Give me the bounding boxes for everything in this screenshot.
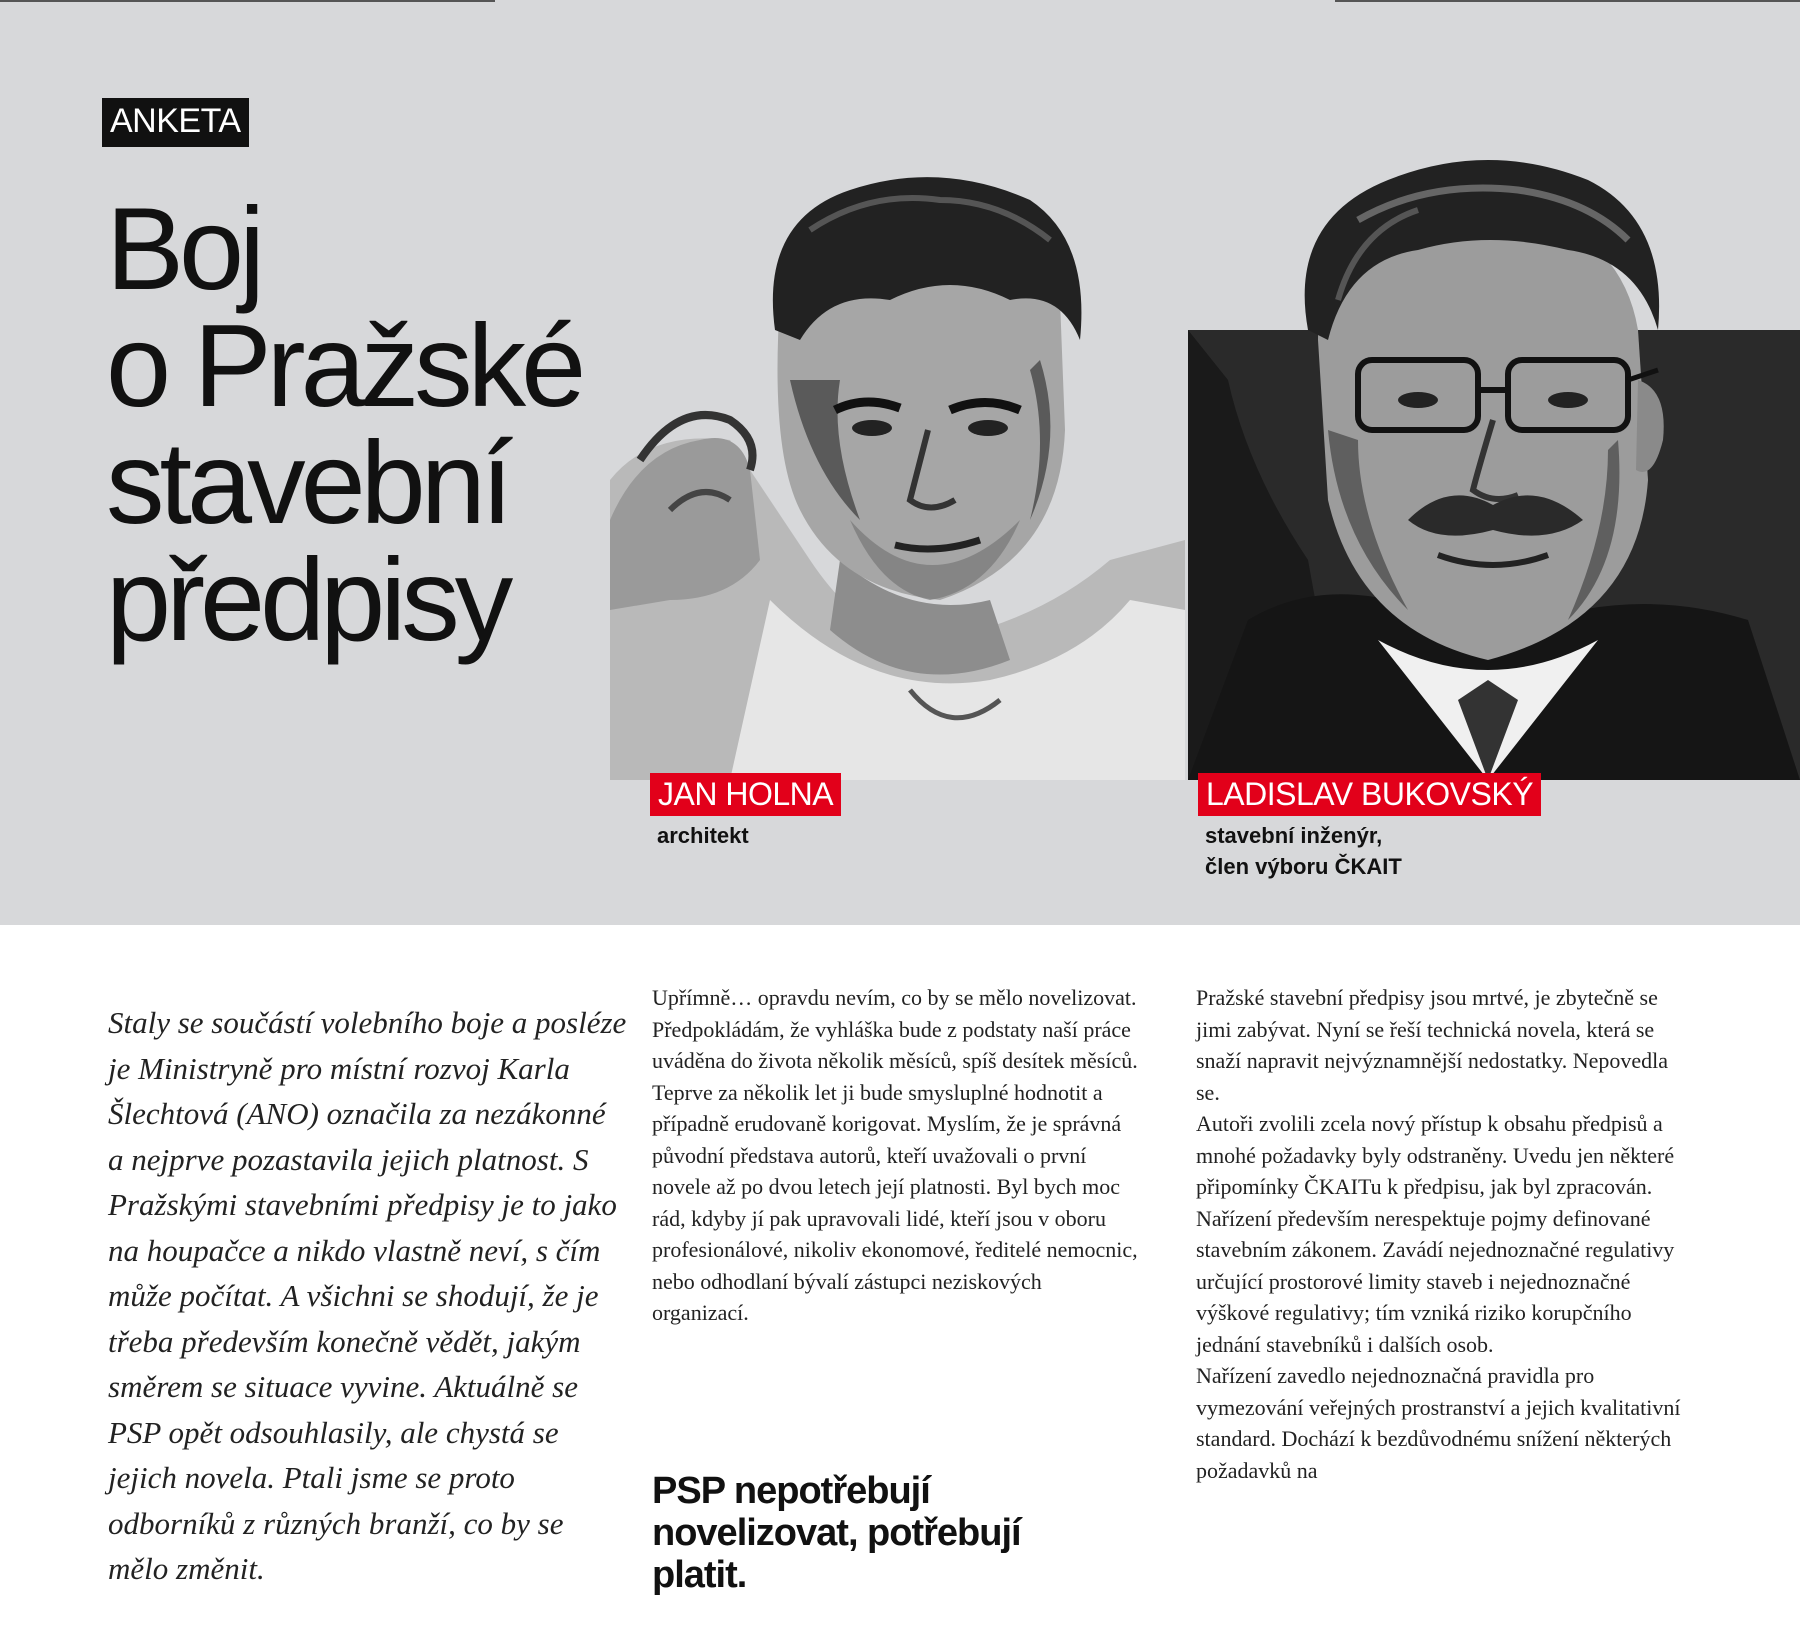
title-line: předpisy <box>106 534 509 665</box>
paragraph: Autoři zvolili zcela nový přístup k obsahu předpisů a mnohé požadavky byly odstraněny. Uvedu jen některé připomínky ČKAITu k předpisu, jak byl zpracován. Nařízení především nerespektuje pojmy definované stavebním zákonem. Zavádí nejednoznačné regulativy určující prostorové limity staveb i nejednoznačné výškové regulativy; tím vzniká riziko korupčního jednání stavebníků i dalších osob. <box>1196 1111 1675 1357</box>
title-line: Boj <box>106 183 261 314</box>
role-bukovsky <box>1205 820 1402 882</box>
lead-paragraph: Staly se součástí volebního boje a posléze je Ministryně pro místní rozvoj Karla Šlechtová (ANO) označila za nezákonné a nejprve pozastavila jejich platnost. S Pražskými stavebními předpisy je to jako na houpačce a nikdo vlastně neví, s čím může počítat. A všichni se shodují, že je třeba především konečně vědět, jakým směrem se situace vyvine. Aktuálně se PSP opět odsouhlasily, ale chystá se jejich novela. Ptali jsme se proto odborníků z různých branží, co by se mělo změnit. <box>108 1005 627 1586</box>
name-tag-bukovsky: LADISLAV BUKOVSKÝ <box>1198 773 1541 816</box>
answer-bukovsky <box>1196 982 1696 1486</box>
answer-holna: Upřímně… opravdu nevím, co by se mělo novelizovat. Předpokládám, že vyhláška bude z podstaty naší práce uváděna do života několik měsíců, spíš desítek měsíců. Teprve za několik let ji bude smysluplné hodnotit a případně erudovaně korigovat. Myslím, že je správná původní představa autorů, kteří uvažovali o první novele až po dvou letech její platnosti. Byl bych moc rád, kdyby jí pak upravovali lidé, kteří jsou v oboru profesionálové, nikoliv ekonomové, ředitelé nemocnic, nebo odhodlaní bývalí zástupci neziskových organizací. <box>652 985 1138 1325</box>
top-rule-left <box>0 0 495 2</box>
portrait-ladislav-bukovsky <box>1188 0 1800 780</box>
role-line: architekt <box>657 823 749 848</box>
page-title <box>106 183 582 665</box>
role-line: člen výboru ČKAIT <box>1205 854 1402 879</box>
portrait-jan-holna <box>610 0 1185 780</box>
subhead-holna: PSP nepotřebují novelizovat, potřebují platit. <box>652 1470 1021 1596</box>
paragraph: Pražské stavební předpisy jsou mrtvé, je zbytečně se jimi zabývat. Nyní se řeší technická novela, která se snaží napravit nejvýznamnější nedostatky. Nepovedla se. <box>1196 985 1669 1105</box>
name-tag-holna: JAN HOLNA <box>650 773 841 816</box>
role-holna <box>657 820 749 851</box>
section-tag: ANKETA <box>102 98 249 147</box>
title-line: stavební <box>106 417 509 548</box>
role-line: stavební inženýr, <box>1205 823 1383 848</box>
title-line: o Pražské <box>106 300 582 431</box>
paragraph: Nařízení zavedlo nejednoznačná pravidla pro vymezování veřejných prostranství a jejich kvalitativní standard. Dochází k bezdůvodnému snížení některých požadavků na <box>1196 1363 1681 1483</box>
